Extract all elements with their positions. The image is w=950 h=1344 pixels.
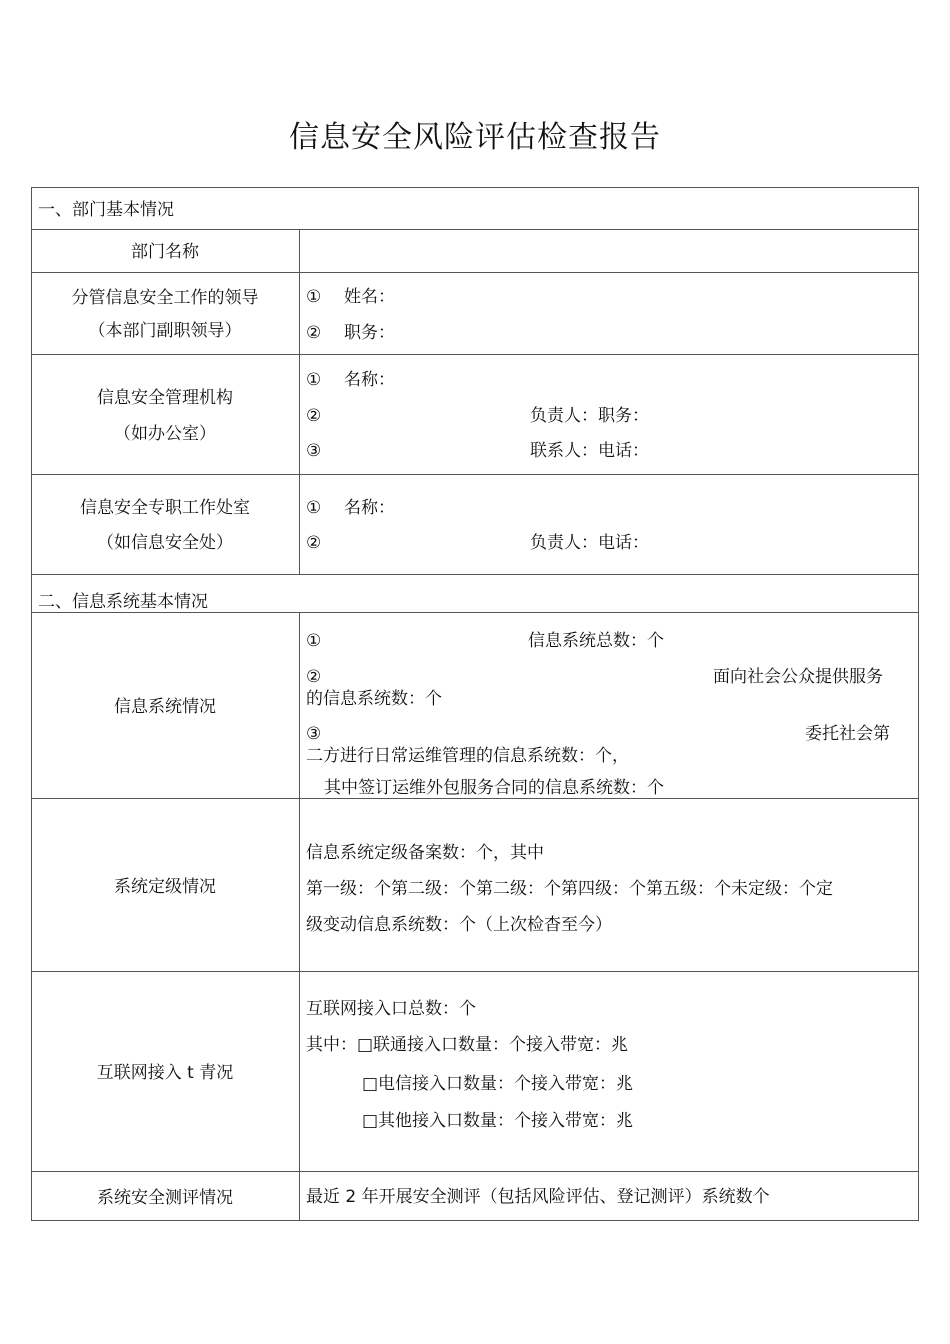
report-title: 信息安全风险评估检查报告 <box>289 120 661 155</box>
item-text: 名称： <box>344 370 395 390</box>
internet-line[interactable]: 其中：□联通接入口数量：个接入带宽：兆 <box>306 1035 629 1055</box>
item-number: ② <box>306 323 322 343</box>
eval-label: 系统安全测评情况 <box>97 1188 233 1208</box>
section2-heading: 二、信息系统基本情况 <box>38 592 208 612</box>
grade-line[interactable]: 第一级：个第二级：个第二级：个第四级：个第五级：个未定级：个定 <box>306 879 833 899</box>
row-divider <box>31 1171 919 1172</box>
grade-line[interactable]: 信息系统定级备案数：个，其中 <box>306 843 544 863</box>
sys-contract-line[interactable]: 其中签订运维外包服务合同的信息系统数：个 <box>324 778 664 798</box>
item-text: 职务： <box>344 323 395 343</box>
sys-outsourced-line[interactable]: 委托社会第 <box>805 724 890 744</box>
item-number: ① <box>306 631 322 651</box>
column-divider <box>299 229 300 574</box>
section1-heading: 一、部门基本情况 <box>38 200 174 220</box>
item-text: 姓名： <box>344 287 395 307</box>
internet-label: 互联网接入 t 青况 <box>96 1063 234 1083</box>
item-number: ② <box>306 406 322 426</box>
column-divider <box>299 612 300 1221</box>
dept-name-label: 部门名称 <box>131 242 199 262</box>
mgmt-org-head-line[interactable]: 负责人：职务： <box>530 406 649 426</box>
row-divider <box>31 354 919 355</box>
internet-line[interactable]: □电信接入口数量：个接入带宽：兆 <box>362 1074 634 1094</box>
office-label: 信息安全专职工作处室 <box>80 498 250 518</box>
dept-name-value[interactable] <box>300 230 918 272</box>
mgmt-org-contact-line[interactable]: 联系人：电话： <box>530 441 649 461</box>
mgmt-org-name-line[interactable] <box>306 369 395 391</box>
item-number: ③ <box>306 724 322 744</box>
sys-outsourced-line-cont: 二方进行日常运维管理的信息系统数：个， <box>306 746 629 766</box>
leader-label: 分管信息安全工作的领导 <box>71 288 259 308</box>
item-number: ① <box>306 370 322 390</box>
grade-label: 系统定级情况 <box>114 877 216 897</box>
item-number: ② <box>306 533 322 553</box>
eval-line[interactable]: 最近 2 年开展安全测评（包括风险评估、登记测评）系统数个 <box>306 1187 770 1207</box>
leader-name-line[interactable] <box>306 286 395 308</box>
office-head-line[interactable]: 负责人：电话： <box>530 533 649 553</box>
mgmt-org-label: 信息安全管理机构 <box>97 388 233 408</box>
office-name-line[interactable] <box>306 497 395 519</box>
item-text: 名称： <box>344 498 395 518</box>
office-label-note: （如信息安全处） <box>97 533 233 553</box>
item-number: ③ <box>306 441 322 461</box>
sys-label: 信息系统情况 <box>114 697 216 717</box>
leader-title-line[interactable] <box>306 322 395 344</box>
internet-line[interactable]: 互联网接入口总数：个 <box>306 999 476 1019</box>
sys-public-line-cont: 的信息系统数：个 <box>306 689 442 709</box>
mgmt-org-label-note: （如办公室） <box>114 424 216 444</box>
row-divider <box>31 474 919 475</box>
item-number: ① <box>306 287 322 307</box>
row-divider <box>31 574 919 575</box>
row-divider <box>31 272 919 273</box>
item-number: ① <box>306 498 322 518</box>
sys-public-line[interactable]: 面向社会公众提供服务 <box>713 667 883 687</box>
internet-line[interactable]: □其他接入口数量：个接入带宽：兆 <box>362 1111 634 1131</box>
leader-label-note: （本部门副职领导） <box>88 321 242 341</box>
item-number: ② <box>306 667 322 687</box>
row-divider <box>31 971 919 972</box>
sys-total-line[interactable]: 信息系统总数：个 <box>528 631 664 651</box>
grade-line[interactable]: 级变动信息系统数：个（上次检杳至今） <box>306 915 612 935</box>
